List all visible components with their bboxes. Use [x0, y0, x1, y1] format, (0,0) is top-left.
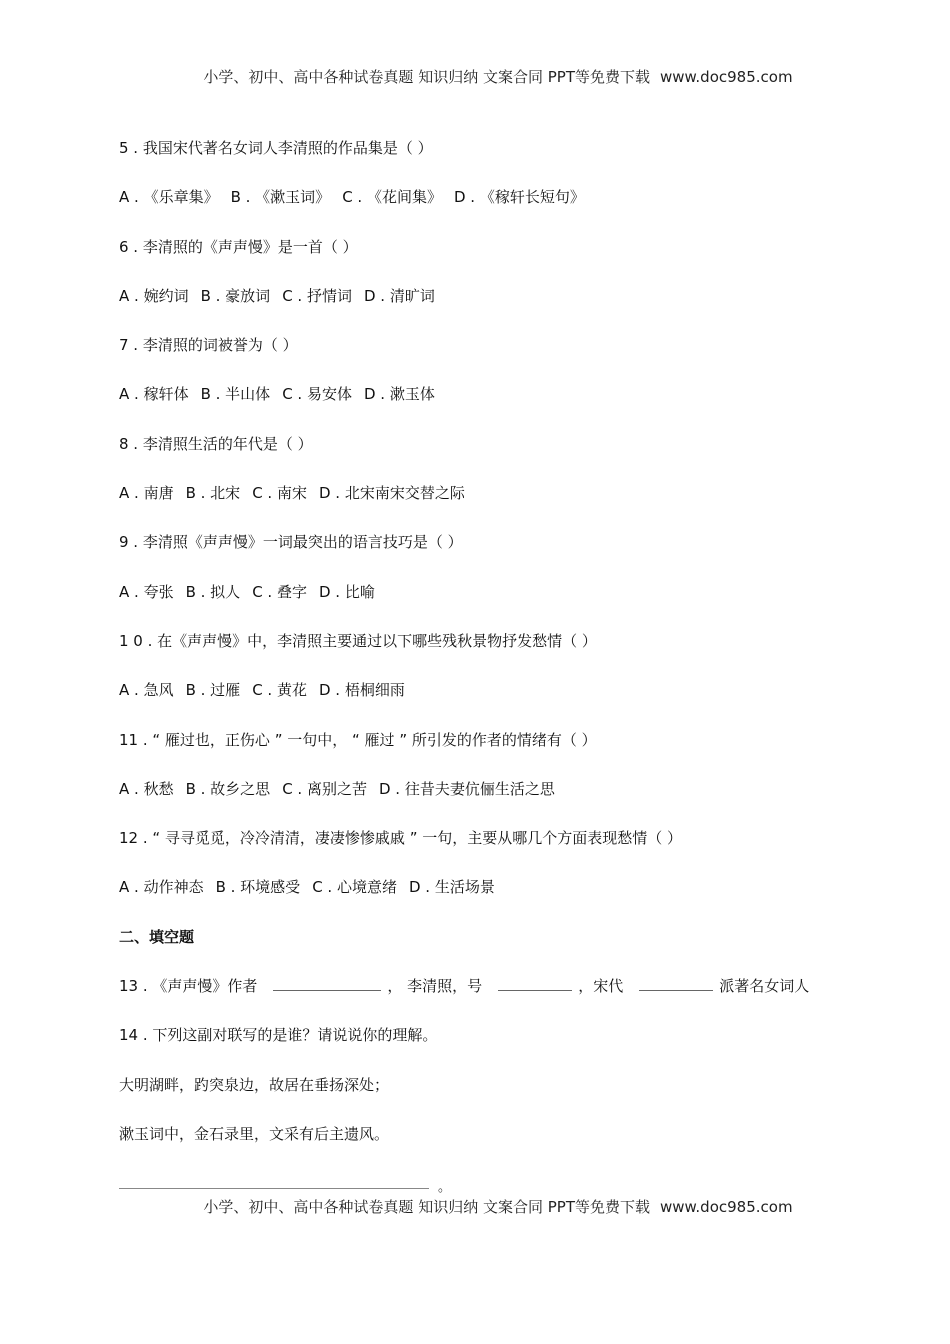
option-b[interactable]: B . 豪放词: [200, 286, 271, 305]
question-text: 7 . 李清照的词被誉为（ ）: [119, 336, 298, 355]
option-d[interactable]: D . 漱玉体: [363, 385, 435, 404]
question-14: 14 . 下列这副对联写的是谁？请说说你的理解。: [119, 1026, 438, 1045]
option-a[interactable]: A . 婉约词: [119, 286, 189, 305]
footer-banner: [0, 1196, 950, 1217]
option-d[interactable]: D . 比喻: [318, 582, 375, 601]
option-b[interactable]: B . 《漱玉词》: [230, 188, 331, 207]
banner-url[interactable]: www.doc985.com: [659, 1198, 793, 1216]
blank-author[interactable]: [273, 976, 381, 991]
question-text: 12 . “ 寻寻觅觅，冷冷清清，凄凄惨惨戚戚 ” 一句，主要从哪几个方面表现愁情（ ）: [119, 829, 683, 848]
blank-school[interactable]: [639, 976, 713, 991]
banner-url[interactable]: www.doc985.com: [659, 68, 793, 86]
options-row: [119, 778, 879, 827]
options-row: [119, 285, 879, 334]
option-b[interactable]: B . 故乡之思: [185, 779, 271, 798]
q13-part2: ， 李清照，号: [387, 977, 483, 996]
question-text: 11 . “ 雁过也，正伤心 ” 一句中， “ 雁过 ” 所引发的作者的情绪有（ ）: [119, 730, 597, 749]
answer-period: 。: [438, 1180, 452, 1195]
q13-part4: 派著名女词人: [719, 977, 810, 996]
option-b[interactable]: B . 拟人: [185, 582, 241, 601]
options-row: [119, 679, 879, 728]
option-d[interactable]: D . 往昔夫妻伉俪生活之思: [378, 779, 555, 798]
banner-text: 小学、初中、高中各种试卷真题 知识归纳 文案合同 PPT等免费下载: [203, 1198, 650, 1216]
option-c[interactable]: C . 易安体: [282, 385, 352, 404]
option-b[interactable]: B . 环境感受: [215, 878, 301, 897]
option-a[interactable]: A . 稼轩体: [119, 385, 189, 404]
options-row: [119, 876, 879, 925]
option-d[interactable]: D . 梧桐细雨: [318, 681, 405, 700]
banner-text: 小学、初中、高中各种试卷真题 知识归纳 文案合同 PPT等免费下载: [203, 68, 650, 86]
option-a[interactable]: A . 《乐章集》: [119, 188, 219, 207]
question-text: 1 0 . 在《声声慢》中，李清照主要通过以下哪些残秋景物抒发愁情（ ）: [119, 631, 597, 650]
question-text: 5 . 我国宋代著名女词人李清照的作品集是（ ）: [119, 139, 433, 157]
option-b[interactable]: B . 半山体: [200, 385, 271, 404]
header-banner: [0, 66, 950, 87]
question-text: 8 . 李清照生活的年代是（ ）: [119, 434, 313, 453]
option-d[interactable]: D . 北宋南宋交替之际: [318, 484, 465, 503]
question-text: 6 . 李清照的《声声慢》是一首（ ）: [119, 237, 358, 256]
option-c[interactable]: C . 《花间集》: [342, 188, 442, 207]
blank-hao[interactable]: [498, 976, 572, 991]
question-13: [119, 975, 879, 1024]
option-a[interactable]: A . 夸张: [119, 582, 174, 601]
option-b[interactable]: B . 过雁: [185, 681, 241, 700]
options-row: [119, 383, 879, 432]
option-d[interactable]: D . 生活场景: [408, 878, 495, 897]
option-c[interactable]: C . 心境意绪: [312, 878, 397, 897]
option-a[interactable]: A . 动作神态: [119, 878, 204, 897]
options-row: [119, 581, 879, 630]
option-d[interactable]: D . 《稼轩长短句》: [453, 188, 585, 207]
question-text: 9 . 李清照《声声慢》一词最突出的语言技巧是（ ）: [119, 533, 463, 552]
option-c[interactable]: C . 南宋: [252, 484, 307, 503]
option-c[interactable]: C . 抒情词: [282, 286, 352, 305]
option-d[interactable]: D . 清旷词: [363, 286, 435, 305]
document-body: [119, 137, 879, 1172]
section-heading: 二、填空题: [119, 927, 195, 946]
option-c[interactable]: C . 叠字: [252, 582, 307, 601]
q13-part1: 13 . 《声声慢》作者: [119, 977, 258, 996]
option-a[interactable]: A . 秋愁: [119, 779, 174, 798]
answer-blank[interactable]: [119, 1188, 429, 1189]
option-a[interactable]: A . 急风: [119, 681, 174, 700]
option-c[interactable]: C . 黄花: [252, 681, 307, 700]
couplet-line-1: 大明湖畔，趵突泉边，故居在垂扬深处；: [119, 1075, 390, 1094]
option-b[interactable]: B . 北宋: [185, 484, 241, 503]
options-row: [119, 186, 879, 235]
couplet-line-2: 漱玉词中，金石录里，文采有后主遗风。: [119, 1124, 390, 1143]
q13-part3: ，宋代: [578, 977, 624, 996]
options-row: [119, 482, 879, 531]
option-a[interactable]: A . 南唐: [119, 484, 174, 503]
option-c[interactable]: C . 离别之苦: [282, 779, 367, 798]
